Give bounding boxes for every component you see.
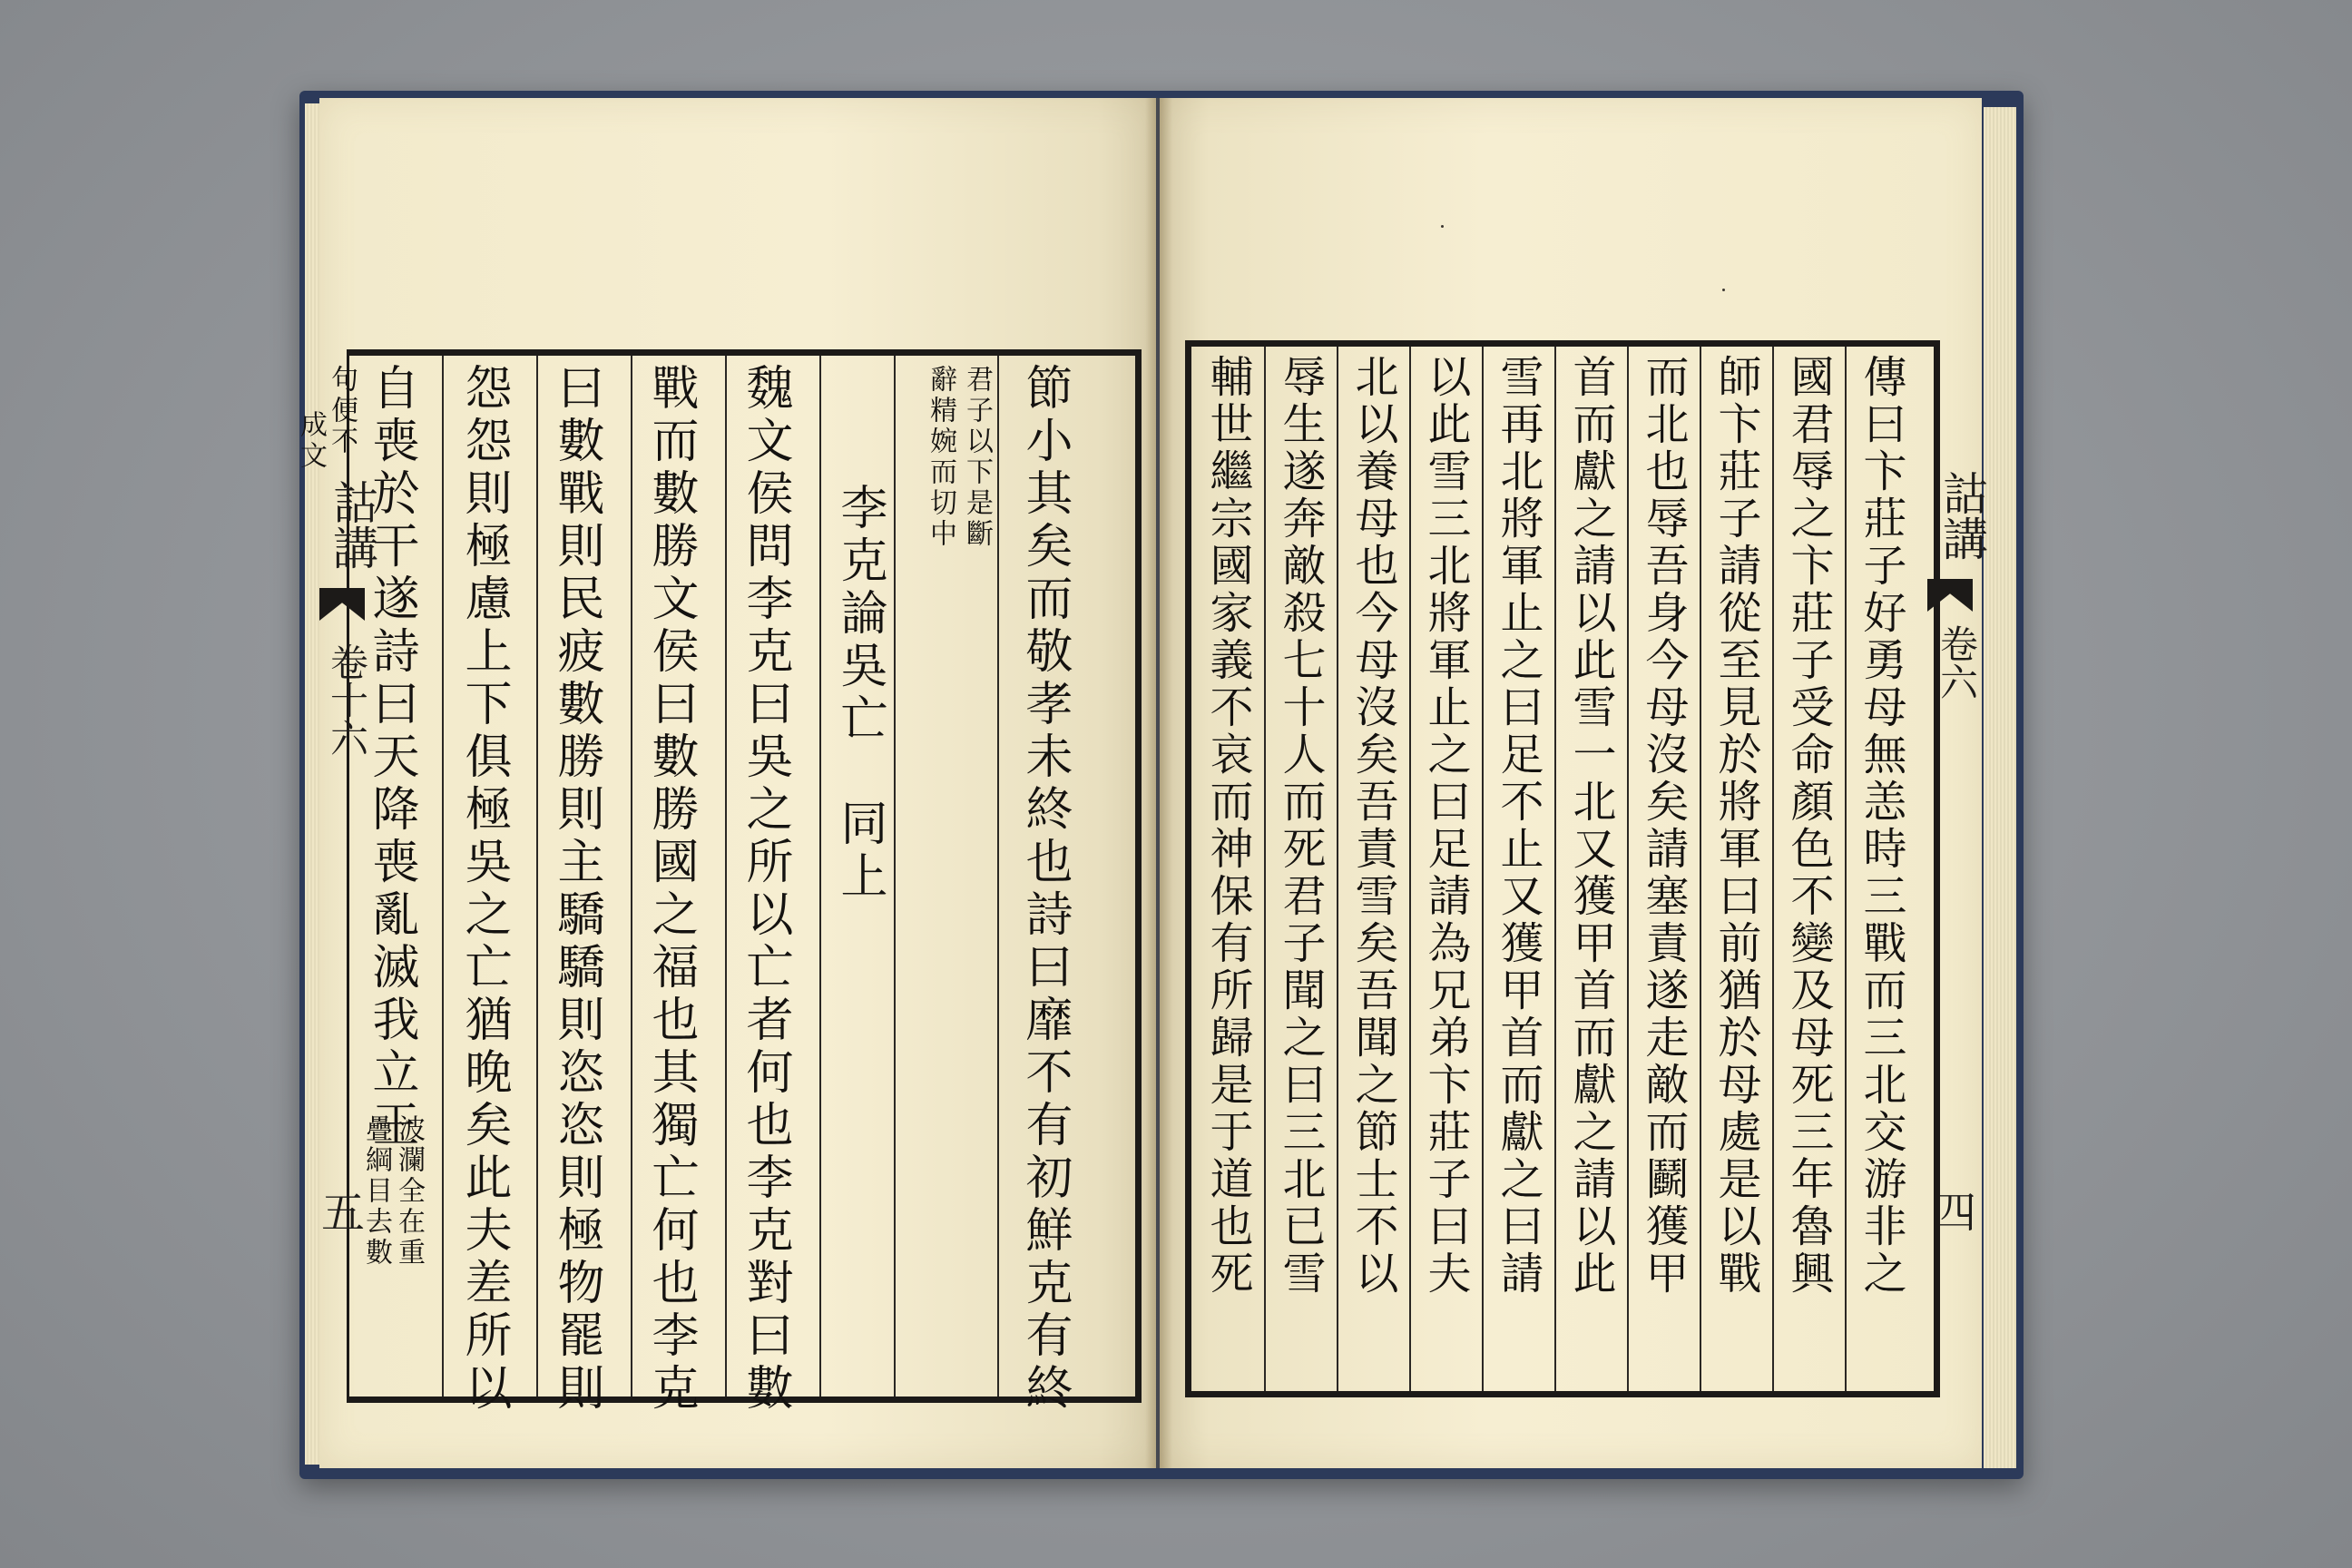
text-column: 輔世繼宗國家義不哀而神保有所歸是于道也死 xyxy=(1202,354,1253,1298)
paper-speck xyxy=(1722,289,1725,291)
open-book xyxy=(295,91,2024,1479)
column-rule xyxy=(894,356,896,1396)
column-rule xyxy=(1482,347,1484,1391)
left-page xyxy=(295,98,1156,1468)
column-rule xyxy=(1845,347,1847,1391)
right-margin-title: 詁講 xyxy=(1936,470,1988,561)
column-rule xyxy=(631,356,632,1396)
right-text-block xyxy=(1185,340,1940,1397)
column-rule xyxy=(725,356,727,1396)
left-text-block xyxy=(295,349,1142,1416)
paper-speck xyxy=(1441,225,1444,228)
column-rule xyxy=(1700,347,1701,1391)
text-column: 辱生遂奔敵殺七十人而死君子聞之曰三北已雪 xyxy=(1275,354,1326,1298)
text-column: 魏文侯問李克曰吳之所以亡者何也李克對曰數 xyxy=(738,363,792,1416)
column-rule xyxy=(442,356,444,1396)
right-page xyxy=(1160,98,1988,1468)
text-column: 師卞莊子請從至見於將軍曰前猶於母處是以戰 xyxy=(1710,354,1761,1298)
left-volume-label: 卷十六 xyxy=(325,642,369,757)
left-page-number: 五 xyxy=(321,1188,366,1239)
text-column: 怨怨則極慮上下俱極吳之亡猶晚矣此夫差所以 xyxy=(456,363,511,1416)
column-rule xyxy=(1409,347,1411,1391)
text-column: 曰數戰則民疲數勝則主驕驕則恣恣則極物罷則 xyxy=(549,363,603,1416)
left-margin-title: 詁講 xyxy=(326,479,378,570)
text-column: 國君辱之卞莊子受命顏色不變及母死三年魯興 xyxy=(1783,354,1834,1298)
commentary-column: 疊綱目去數 xyxy=(360,1114,392,1269)
text-column: 以此雪三北將軍止之曰足請為兄弟卞莊子曰夫 xyxy=(1420,354,1471,1298)
text-column: 節小其矣而敬孝未終也詩曰靡不有初鮮克有終 xyxy=(1017,363,1072,1416)
column-rule xyxy=(997,356,999,1396)
column-rule xyxy=(1337,347,1338,1391)
page-edges-right xyxy=(1984,107,2016,1468)
column-rule xyxy=(1772,347,1774,1391)
column-rule xyxy=(1627,347,1629,1391)
commentary-column: 君子以下是斷 xyxy=(961,365,993,550)
right-page-number: 四 xyxy=(1933,1188,1977,1239)
commentary-column: 波瀾全在重 xyxy=(393,1114,425,1269)
book-gutter xyxy=(1145,98,1172,1468)
section-heading: 李克論吳亡 同上 xyxy=(832,483,887,904)
column-rule xyxy=(536,356,538,1396)
commentary-column: 辭精婉而切中 xyxy=(925,365,956,550)
text-column: 戰而數勝文侯曰數勝國之福也其獨亡何也李克 xyxy=(643,363,698,1416)
commentary-column: 句便不 xyxy=(326,365,358,457)
right-volume-label: 卷六 xyxy=(1935,624,1979,701)
text-column: 首而獻之請以此雪一北又獲甲首而獻之請以此 xyxy=(1565,354,1616,1298)
text-column: 傳曰卞莊子好勇母無恙時三戰而三北交游非之 xyxy=(1856,354,1906,1298)
text-column: 北以養母也今母沒矣吾責雪矣吾聞之節士不以 xyxy=(1348,354,1398,1298)
commentary-column: 成文 xyxy=(295,410,327,472)
column-rule xyxy=(819,356,821,1396)
text-column: 自喪於干遂詩曰天降喪亂滅我立王 xyxy=(364,363,418,1152)
text-column: 雪再北將軍止之曰足不止又獲甲首而獻之曰請 xyxy=(1493,354,1544,1298)
column-rule xyxy=(1264,347,1266,1391)
text-column: 而北也辱吾身今母沒矣請塞責遂走敵而鬬獲甲 xyxy=(1638,354,1689,1298)
column-rule xyxy=(1554,347,1556,1391)
